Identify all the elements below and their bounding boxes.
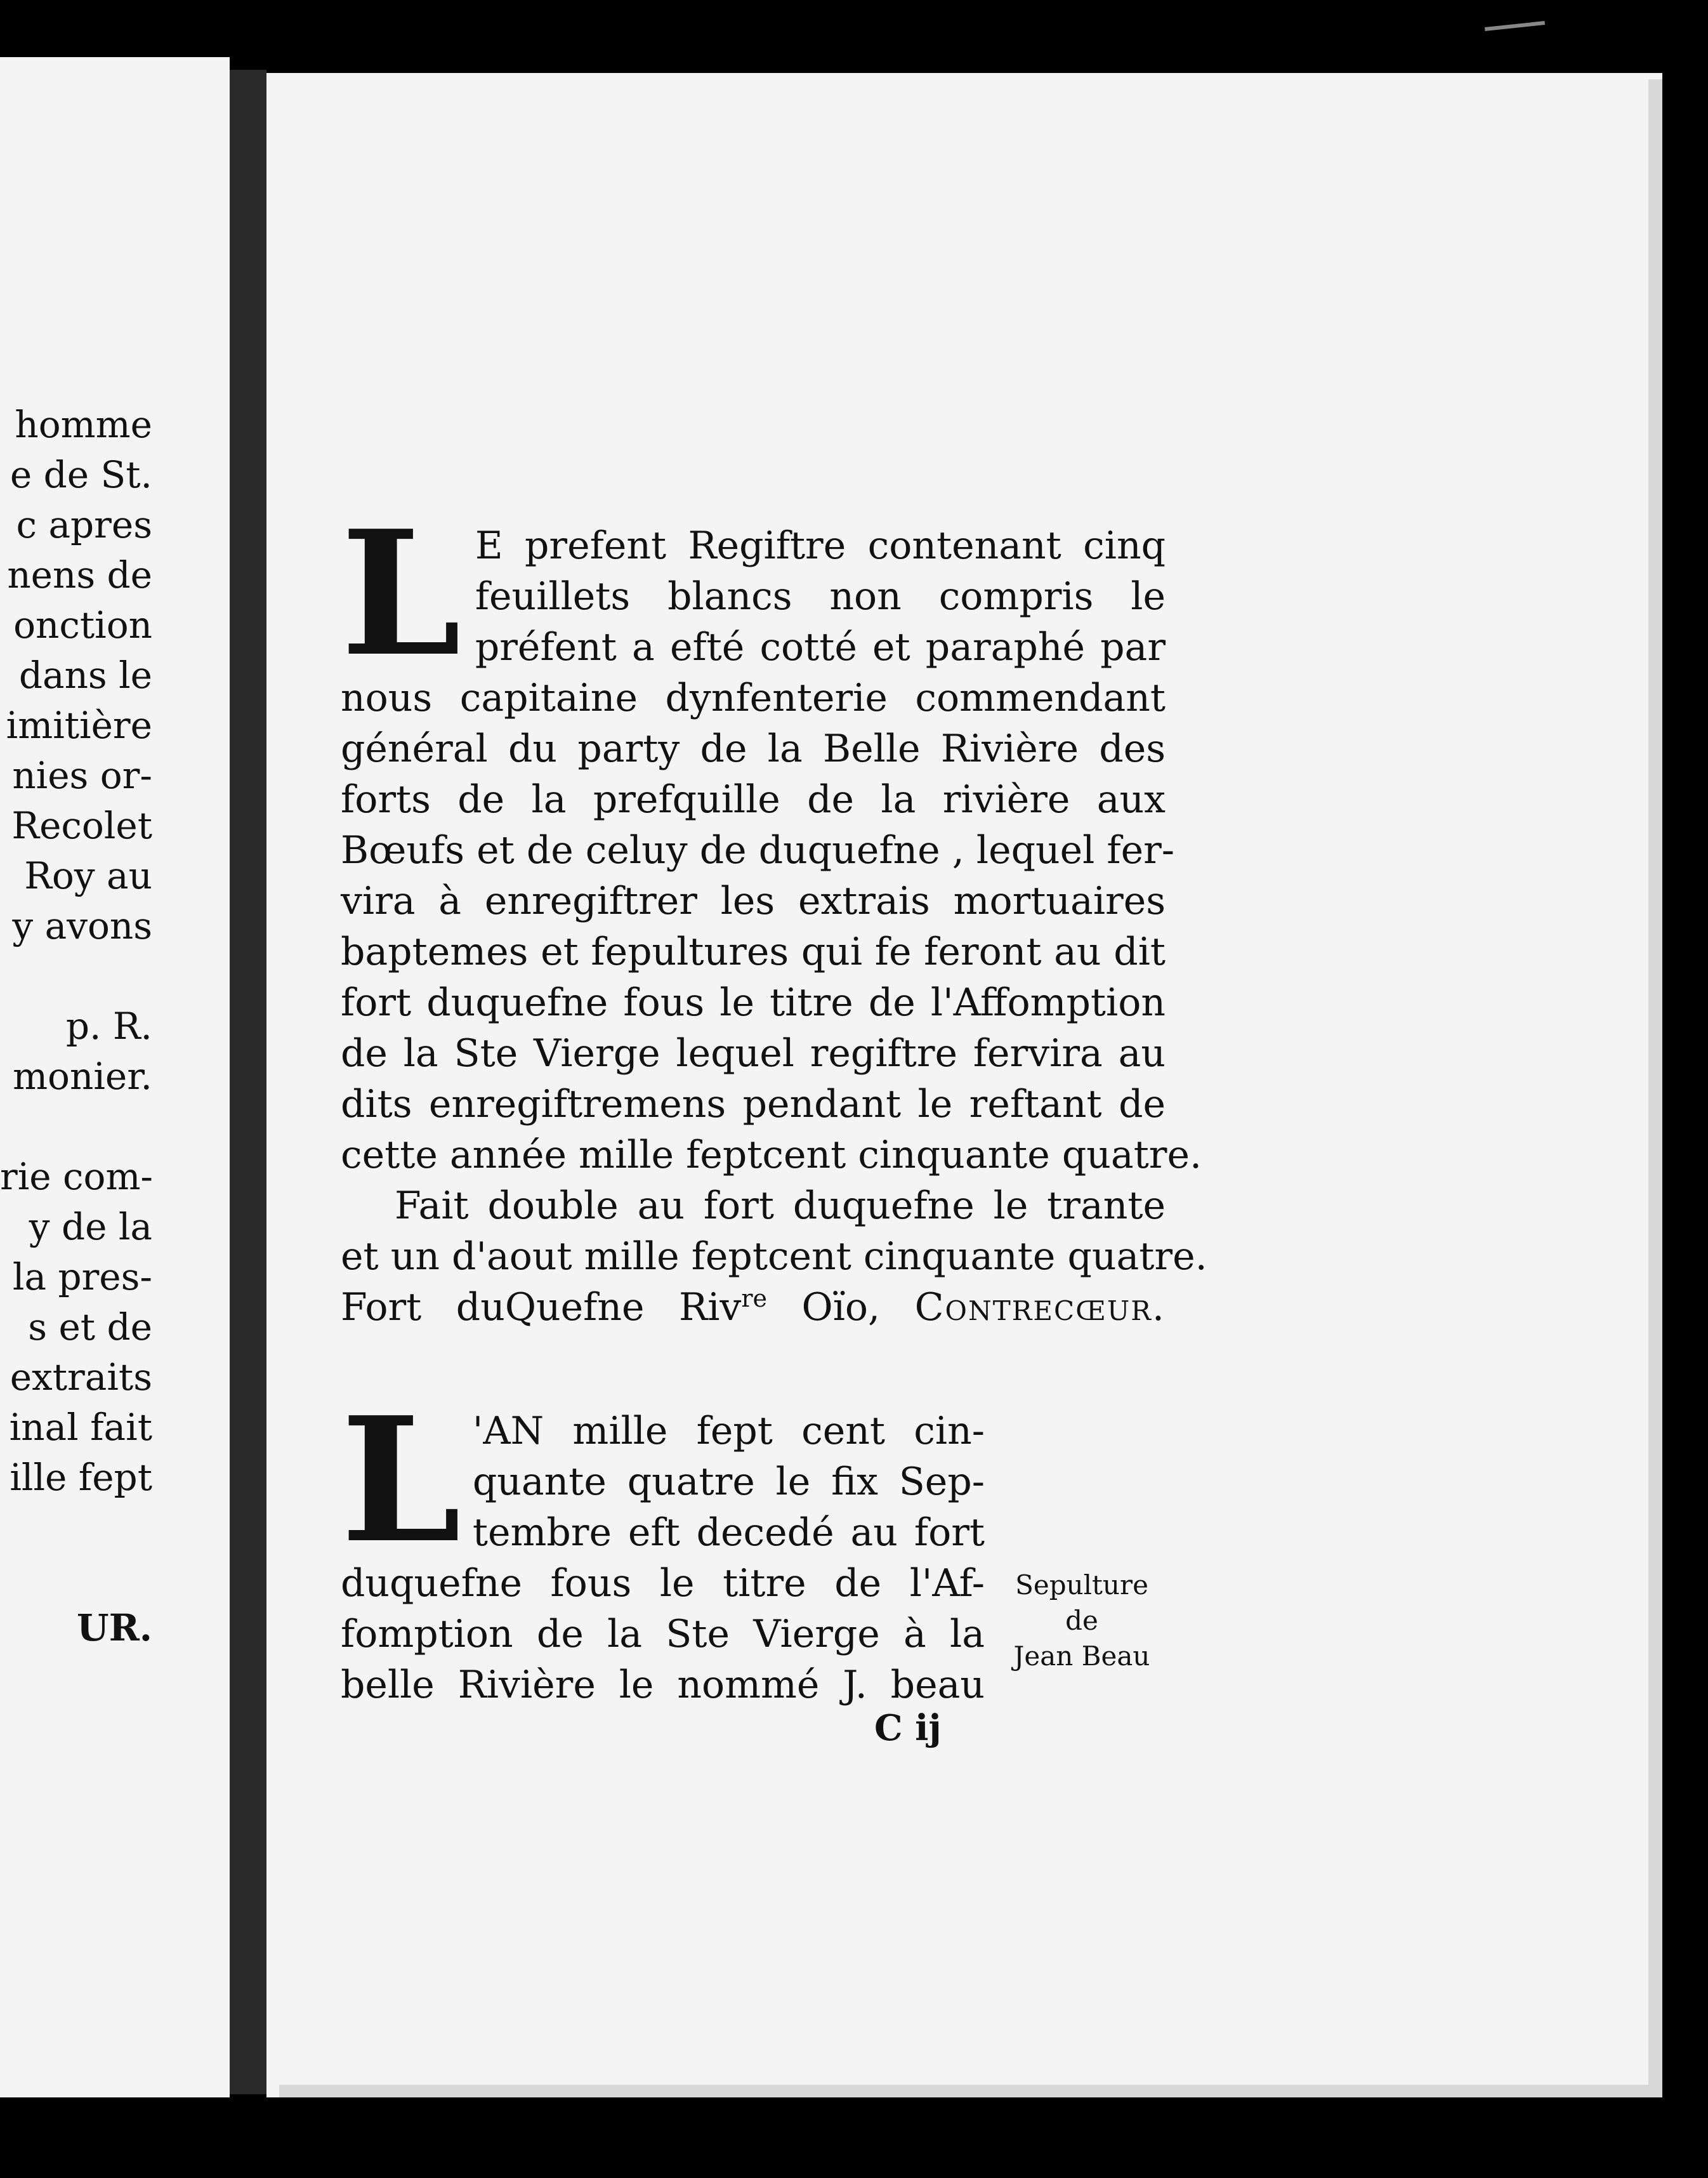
text-line: feuillets blancs non compris le (475, 574, 1166, 619)
left-line: e de St. (10, 453, 152, 496)
text-line: nous capitaine dynfenterie commendant (341, 676, 1166, 720)
left-line: y de la (29, 1205, 152, 1248)
left-line: nens de (7, 553, 152, 597)
left-line (0, 951, 152, 1001)
left-line: rie com- (0, 1155, 154, 1198)
signature-superscript: re (741, 1284, 767, 1312)
left-line: UR. (77, 1606, 152, 1649)
text-line: tembre eft decedé au fort (472, 1510, 985, 1555)
text-line: dits enregiftremens pendant le reftant de (341, 1082, 1166, 1126)
text-line: quante quatre le fix Sep- (472, 1460, 985, 1504)
left-line: Roy au (24, 854, 152, 897)
left-line (0, 1102, 152, 1152)
entry-paragraph (341, 492, 1207, 1333)
text-line: préfent a efté cotté et paraphé par (475, 625, 1166, 670)
first-entry (341, 492, 1207, 1333)
left-line: p. R. (65, 1005, 152, 1048)
text-line: Fait double au fort duquefne le trante (395, 1184, 1166, 1228)
second-entry (341, 1379, 985, 1710)
text-line: fomption de la Ste Vierge à la (341, 1612, 985, 1656)
text-line: 'AN mille fept cent cin- (472, 1409, 985, 1453)
margin-note-line: de (1065, 1605, 1098, 1636)
drop-cap: L (341, 1379, 461, 1581)
page-edge (1648, 79, 1662, 2097)
signature-place: Fort duQuefne Riv (341, 1285, 742, 1330)
left-line: extraits (10, 1356, 152, 1399)
text-line: duquefne fous le titre de l'Af- (341, 1561, 985, 1606)
text-line: Bœufs et de celuy de duquefne , lequel fer- (341, 828, 1175, 873)
text-line: cette année mille feptcent cinquante quatre. (341, 1133, 1202, 1177)
signature-line (341, 1282, 1166, 1333)
left-line (0, 1553, 152, 1603)
left-line: la pres- (12, 1255, 152, 1298)
left-line: monier. (13, 1055, 152, 1098)
left-line: nies or- (12, 754, 152, 797)
text-line: fort duquefne fous le titre de l'Affomption (341, 980, 1166, 1025)
left-line: Recolet (11, 804, 152, 847)
left-page-text (0, 400, 152, 1653)
left-line: inal fait (9, 1406, 152, 1449)
left-page (0, 57, 230, 2097)
left-line: homme (15, 403, 152, 446)
book-gutter (230, 70, 266, 2094)
signature-place-end: Oïo, (766, 1285, 881, 1330)
page-edge-bottom (279, 2085, 1662, 2097)
signature-name: Contrecœur. (914, 1285, 1166, 1330)
signature-mark: C ij (874, 1707, 942, 1749)
left-line: ille fept (10, 1456, 152, 1499)
left-line: imitière (6, 704, 152, 747)
left-line (0, 1503, 152, 1553)
text-line: de la Ste Vierge lequel regiftre fervira au (341, 1031, 1166, 1076)
margin-note-line: Sepulture (1015, 1569, 1148, 1600)
left-line: onction (13, 604, 152, 647)
text-line: général du party de la Belle Rivière des (341, 727, 1166, 771)
left-line: s et de (28, 1305, 152, 1349)
scan-mark (1485, 21, 1545, 31)
text-line: vira à enregiftrer les extrais mortuaires (341, 879, 1166, 923)
left-line: y avons (12, 904, 152, 947)
text-line: baptemes et fepultures qui fe feront au dit (341, 930, 1166, 974)
margin-note-line: Jean Beau (1013, 1640, 1150, 1672)
text-line: forts de la prefquille de la rivière aux (341, 777, 1166, 822)
text-line: belle Rivière le nommé J. beau (341, 1663, 985, 1707)
margin-note (1002, 1568, 1161, 1674)
left-line: c apres (16, 503, 152, 546)
text-line: et un d'aout mille feptcent cinquante quatre. (341, 1234, 1207, 1279)
drop-cap: L (341, 492, 461, 694)
left-line: dans le (18, 654, 152, 697)
text-line: E prefent Regiftre contenant cinq (475, 524, 1166, 568)
